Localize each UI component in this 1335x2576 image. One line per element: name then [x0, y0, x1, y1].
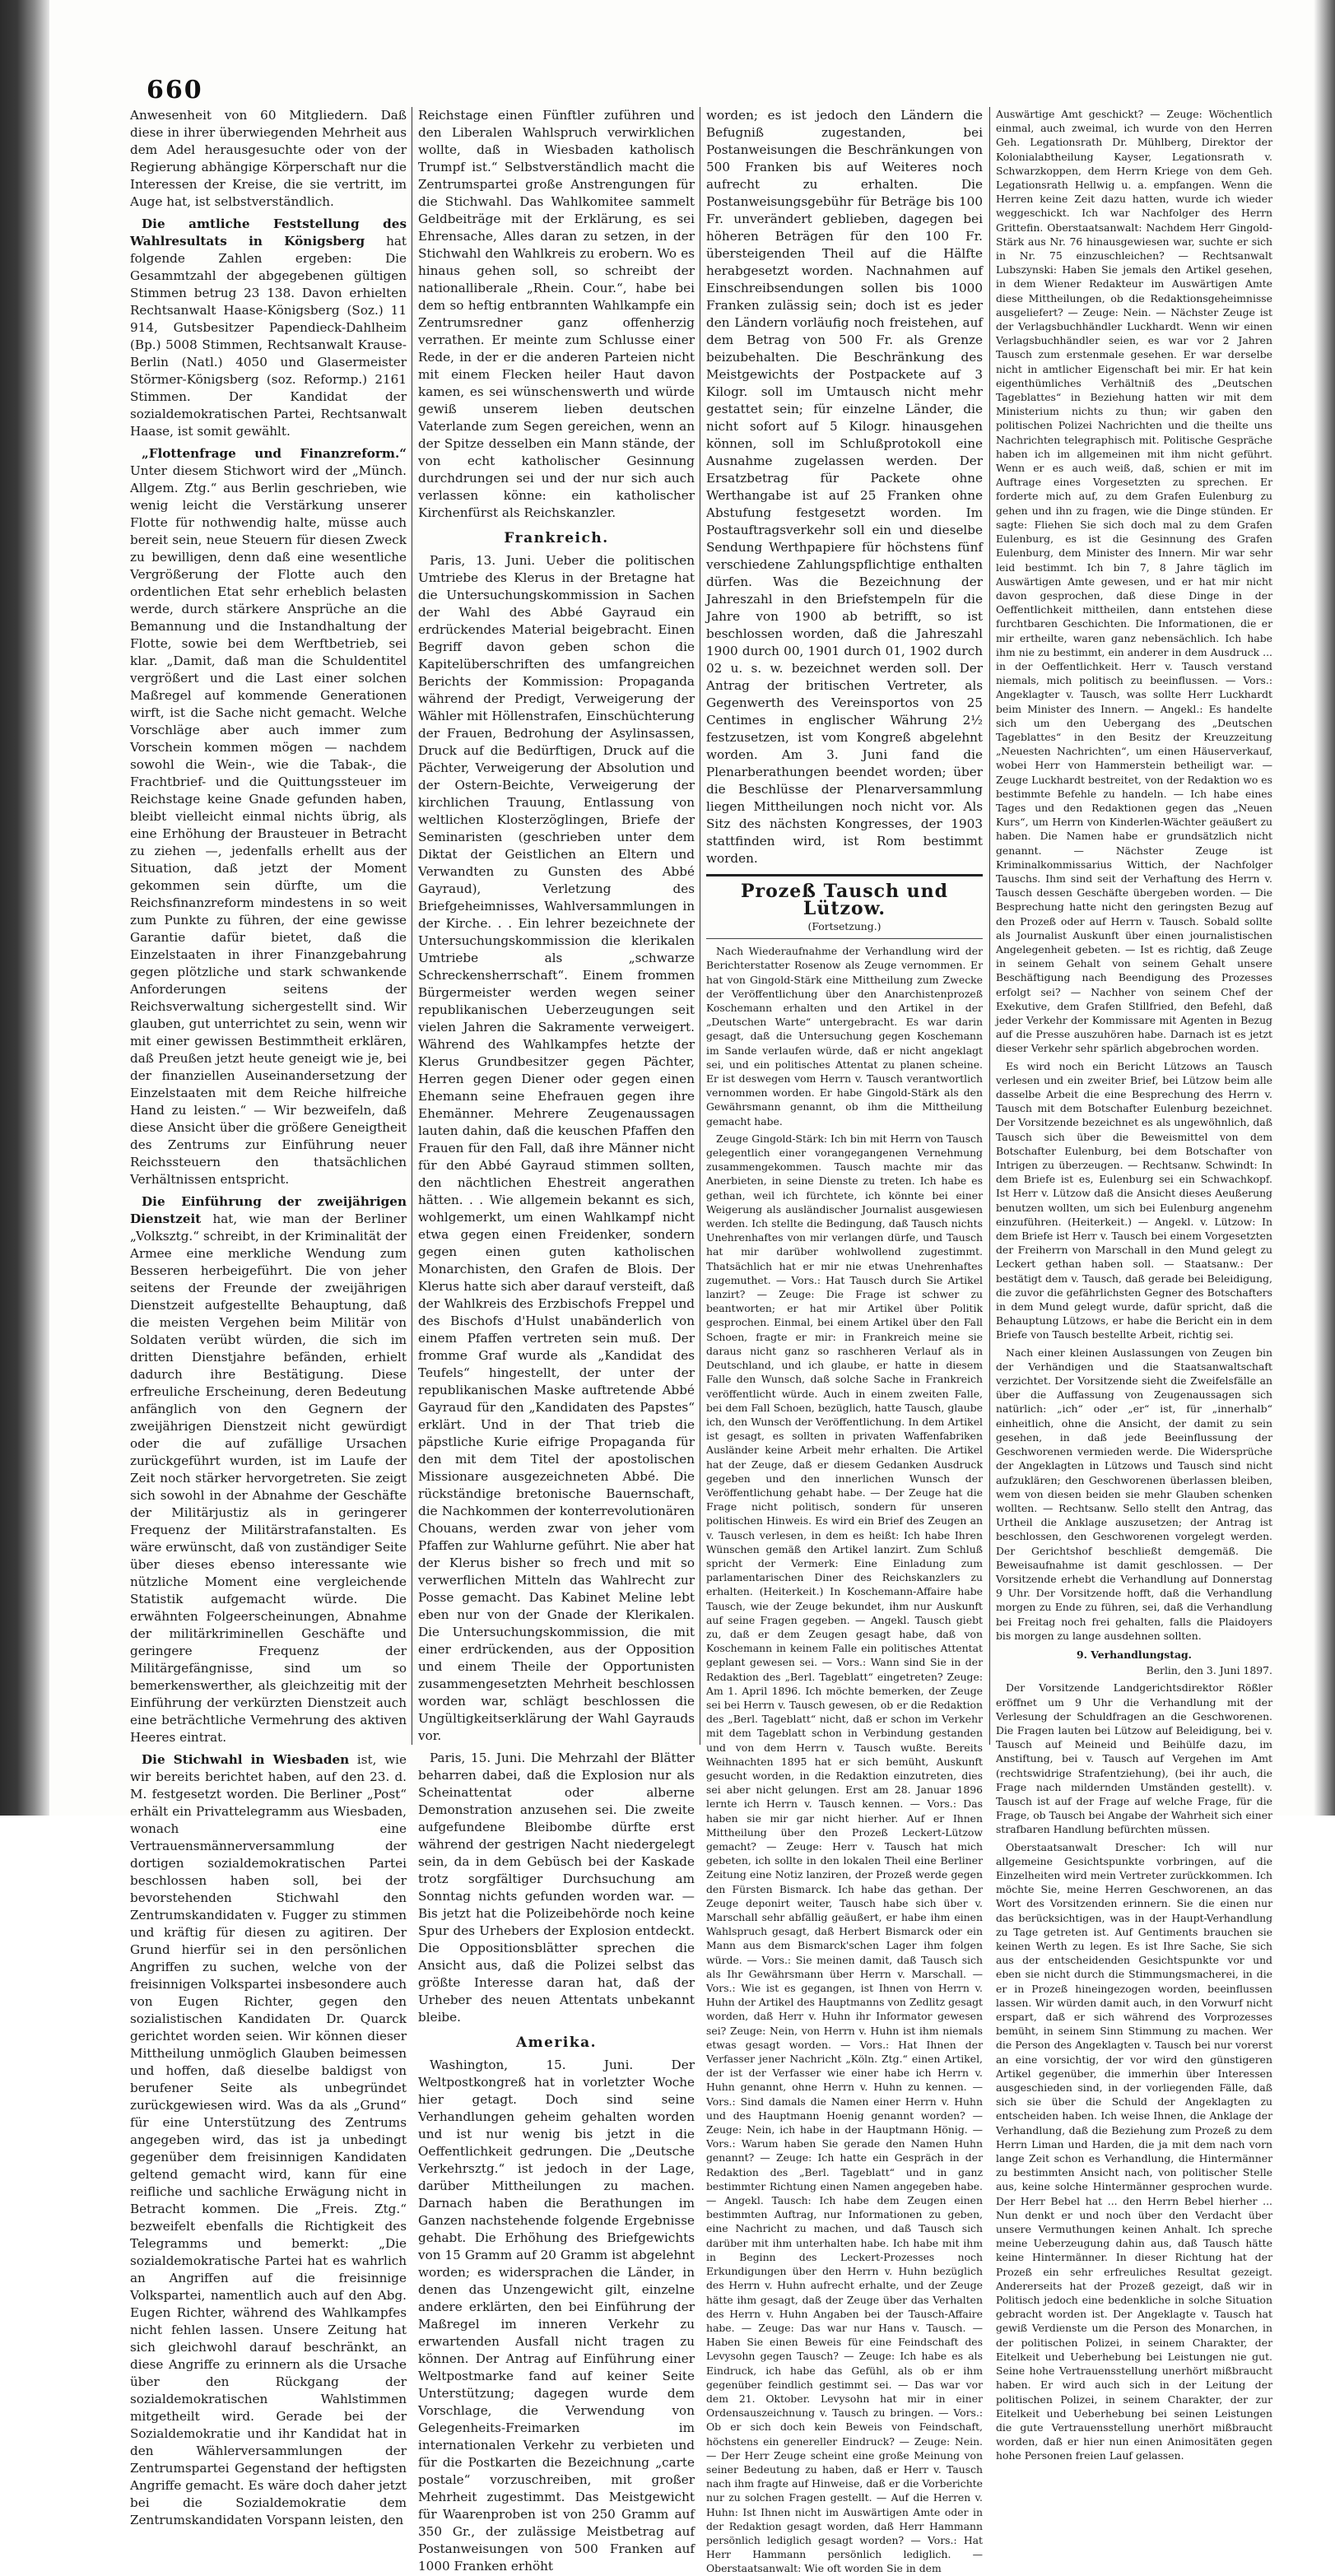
paragraph: Paris, 13. Juni. Ueber die politischen Umtriebe des Klerus in der Bretagne hat die Untersuchungskommission in Sachen der Wahl des Abbé Gayraud ein erdrückendes Material beigebracht. Einen Begriff davon geben schon die Kapitelüberschriften des umfangreichen Berichts der Kommission: Propaganda während der Predigt, Verweigerung der Wähler mit Höllenstrafen, Einschüchterung der Frauen, Bedrohung der Asylinsassen, Druck auf die Bedürftigen, Druck auf die Pächter, Verweigerung der Absolution und der Ostern-Beichte, Verweigerung der kirchlichen Trauung, Entlassung von weltlichen Klosterzöglingen, Briefe der Seminaristen (geschrieben unter dem Diktat der Geistlichen an Eltern und Verwandten zu Gunsten des Abbé Gayraud), Verletzung des Briefgeheimnisses, Wahlversammlungen in der Kirche. . . Ein lehrer bezeichnete der Untersuchungskommission die klerikalen Umtriebe als „schwarze Schreckensherrschaft“. Einem frommen Bürgermeister werden wegen seiner republikanischen Ueberzeugungen seit vielen Jahren die Sakramente verweigert. Während des Wahlkampfes hetzte der Klerus Grundbesitzer gegen Pächter, Herren gegen Diener oder gegen einen Ehemann seine Ehefrauen gegen ihre Ehemänner. Mehrere Zeugenaussagen lauten dahin, daß die keuschen Pfaffen den Frauen für den Fall, daß ihre Männer nicht für den Abbé Gayraud stimmen sollten, den nächtlichen Ehestreit angerathen hätten. . . Wie allgemein bekannt es sich, wohlgemerkt, um einen Wahlkampf nicht etwa gegen einen Freidenker, sondern gegen einen guten katholischen Monarchisten, den Grafen de Blois. Der Klerus hatte sich aber darauf versteift, daß der Wahlkreis des Erzbischofs Freppel und des Bischofs d'Hulst unabänderlich von einem Pfaffen vertreten sein muß. Der fromme Graf wurde als „Kandidat des Teufels“ hingestellt, der unter der republikanischen Maske auftretende Abbé Gayraud für den „Kandidaten des Papstes“ erklärt. Und in der That trieb die päpstliche Kurie eifrige Propaganda für den mit dem Titel der apostolischen Missionare ausgezeichneten Abbé. Die rückständige bretonische Bauernschaft, die Nachkommen der konterrevolutionären Chouans, werden zwar von jeher vom Pfaffen zur Wahlurne geführt. Nie aber hat der Klerus bisher so frech und mit so verwerflichen Mitteln das Wahlrecht zur Posse gemacht. Das Kabinet Meline lebt eben nur von der Gnade der Klerikalen. Die Untersuchungskommission, die mit einer erdrückenden, aus der Opposition und einem Theile der Opportunisten zusammengesetzten Mehrheit beschlossen worden war, schlägt beschlossen die Ungültigkeitserklärung der Wahl Gayrauds vor.	[418, 553, 695, 1743]
section-heading-america: Amerika.	[515, 2034, 598, 2051]
paragraph: Unter diesem Stichwort wird der „Münch. Allgem. Ztg.“ aus Berlin geschrieben, wie wenig leicht die Verstärkung unserer Flotte für nothwendig halte, müsse auch bereit sein, neue Steuern für diesen Zweck zu bewilligen, denn daß eine wesentliche Vergrößerung der Flotte auch den ordentlichen Etat sehr erheblich belasten werde, durch stärkere Ansprüche an die Bemannung und die Instandhaltung der Flotte, sowie bei dem Werftbetrieb, sei klar. „Damit, daß man die Schuldentitel vergrößert und die Last einer solchen Maßregel auf kommende Generationen wirft, ist die Sache nicht gemacht. Welche Vorschläge aber auch immer zum Vorschein kommen mögen — nachdem sowohl die Wein-, wie die Tabak-, die Frachtbrief- und die Quittungssteuer im Reichstage keine Gnade gefunden haben, bleibt vielleicht einmal nichts übrig, als eine Erhöhung der Brausteuer in Betracht zu ziehen —, jedenfalls erhellt aus der Situation, daß jetzt der Moment gekommen sein dürfte, um die Reichsfinanzreform mindestens in so weit zum Punkte zu führen, der eine gewisse Garantie dafür bietet, daß die Einzelstaaten in ihrer Finanzgebahrung gegen plötzliche und stark schwankende Anforderungen seitens der Reichsverwaltung sichergestellt sind. Wir glauben, gut unterrichtet zu sein, wenn wir mit einer gewissen Bestimmtheit erklären, daß Preußen jetzt heute geneigt wie je, bei der finanziellen Auseinandersetzung der Einzelstaaten mit dem Reiche hilfreiche Hand zu leisten.“ — Wir bezweifeln, daß diese Ansicht über die größere Geneigtheit des Zentrums zur Einführung neuer Reichssteuern den thatsächlichen Verhältnissen entspricht.	[130, 463, 407, 1187]
section-divider	[706, 874, 983, 876]
section-heading-france: Frankreich.	[504, 530, 609, 546]
paragraph: ist, wie wir bereits berichtet haben, auf den 23. d. M. festgesetzt worden. Die Berliner „Post“ erhält ein Privattelegramm aus Wiesbaden, wonach eine Vertrauensmännerversammlung der dortigen sozialdemokratischen Partei beschlossen haben soll, bei der bevorstehenden Stichwahl den Zentrumskandidaten v. Fugger zu stimmen und kräftig für diesen zu agitiren. Der Grund hierfür sei in den persönlichen Angriffen zu suchen, welche von der freisinnigen Volkspartei insbesondere auch von Eugen Richter, gegen den sozialistischen Kandidaten Dr. Quarck gerichtet worden seien. Wir können dieser Mittheilung unmöglich Glauben beimessen und hoffen, daß dieselbe baldigst von berufener Seite als unbegründet zurückgewiesen wird. Was da als „Grund“ für eine Unterstützung des Zentrums angegeben wird, das ist ja unbedingt gegenüber dem freisinnigen Kandidaten geltend gemacht wird, kann für eine reifliche und sachliche Erwägung nicht in Betracht kommen. Die „Freis. Ztg.“ bezweifelt ebenfalls die Richtigkeit des Telegramms und bemerkt: „Die sozialdemokratische Partei hat es wahrlich an Angriffen auf die freisinnige Volkspartei, namentlich auch auf den Abg. Eugen Richter, während des Wahlkampfes nicht fehlen lassen. Unsere Zeitung hat sich gleichwohl darauf beschränkt, an diese Angriffe zu erinnern als die Ursache über den Rückgang der sozialdemokratischen Wahlstimmen mitgetheilt wird. Gerade bei der Sozialdemokratie und ihr Kandidat hat in den Wählerversammlungen der Zentrumspartei Gegenstand der heftigsten Angriffe gemacht. Es wäre doch daher jetzt bei die Sozialdemokratie dem Zentrumskandidaten Vorspann leisten, den	[130, 1752, 407, 2527]
page-edge	[1314, 0, 1335, 1816]
paragraph: Reichstage einen Fünftler zuführen und den Liberalen Wahlspruch verwirklichen wollte, daß in Wiesbaden katholisch Trumpf ist.“ Selbstverständlich macht die Zentrumspartei große Anstrengungen für die Stichwahl. Das Wahlkomitee sammelt Geldbeiträge mit der Erklärung, es sei Ehrensache, Alles daran zu setzen, in der Stichwahl den Wahlkreis zu erobern. Wo es hinaus gehen soll, so schreibt der nationalliberale „Rhein. Cour.“, habe bei dem so heftig entbrannten Wahlkampfe ein Zentrumsredner ganz offenherzig verrathen. Er meinte zum Schlusse einer Rede, in der er die anderen Parteien nicht mit einem Flecken heiler Haut davon kamen, es sei wünschenswerth und würde gewiß unserem lieben deutschen Vaterlande zum Segen gereichen, wenn an der Spitze desselben ein Mann stände, der von echt katholischer Gesinnung durchdrungen sei und der nur sich auch verlassen könne: ein katholischer Kirchenfürst als Reichskanzler.	[418, 108, 695, 520]
session-heading: 9. Verhandlungstag.	[1077, 1648, 1192, 1661]
paragraph: Auswärtige Amt geschickt? — Zeuge: Wöchentlich einmal, auch zweimal, ich wurde von den Herren Geh. Legationsrath Dr. Mühlberg, Direktor der Kolonialabtheilung Kayser, Legationsrath v. Schwarzkoppen, dem Herrn Kriege von dem Geh. Legationsrath Hellwig u. a. empfangen. Wenn die Herren keine Zeit dazu hatten, wurde ich wieder weggeschickt. Ich war Nachfolger des Herrn Grittefin. Oberstaatsanwalt: Nachdem Herr Gingold-Stärk aus Nr. 76 hinausgewiesen war, suchte er sich in Nr. 75 einzuschleichen? — Rechtsanwalt Lubszynski: Haben Sie jemals den Artikel gesehen, in dem Wiener Redakteur im Auswärtigen Amte diese Mittheilungen, ob die Redaktionsgeheimnisse ausgeliefert? — Zeuge: Nein. — Nächster Zeuge ist der Verlagsbuchhändler Luckhardt. Wenn wir einen Verlagsbuchhändler seien, es war vor 2 Jahren Tausch zum erstenmale gesehen. Er war derselbe nicht in amtlicher Eigenschaft bei mir. Er hat kein eigenthümliches Verhältniß des „Deutschen Tageblattes“ in Beziehung hatten wir mit dem Ministerium nichts zu thun; wir gaben den politischen Polizei Nachrichten und die theilte uns Nachrichten telegraphisch mit. Politische Gespräche haben ich im allgemeinen mit ihm nicht geführt. Wenn er es auch weiß, daß, schien er mit im Auftrage eines Vorgesetzten zu sprechen. Er forderte mich auf, zu dem Grafen Eulenburg zu gehen und ihn zu fragen, wie die Dinge stünden. Er sagte: Fliehen Sie sich doch mal zu dem Grafen Eulenburg, es ist die Gesinnung des Grafen Eulenburg, dem Minister des Innern. Mir war sehr leid bestimmt. Ich bin 7, 8 Jahre täglich im Auswärtigen Amte gewesen, und er hat mir nicht davon gesprochen, daß diese Dinge in der Oeffentlichkeit mittheilen, dann entstehen diese furchtbaren Geschichten. Die Informationen, die er mir ertheilte, waren ganz nebensächlich. Ich habe ihm nie zu bestimmt, ein anderer in dem Ausdruck ... in der Oeffentlichkeit. Herr v. Tausch verstand niemals, mich politisch zu beeinflussen. — Vors.: Angeklagter v. Tausch, was sollte Herr Luckhardt beim Minister des Innern. — Angekl.: Es handelte sich um den Uebergang des „Deutschen Tageblattes“ in den Besitz der Kreuzzeitung „Neuesten Nachrichten“, um einen Häuserverkauf, wobei Herr von Hammerstein betheiligt war. — Zeuge Luckhardt bestreitet, von der Redaktion wo es bestimmte Befehle zu handeln. — Ich habe eines Tages und den Redaktionen gegen das „Neuen Kurs“, um Herrn von Kinderlen-Wächter geäußert zu haben. Die Namen habe er grundsätzlich nicht genannt. — Nächster Zeuge ist Kriminalkommissarius Wittich, der Nachfolger Tauschs. Ihm sind seit der Verhaftung des Herrn v. Tausch dessen Geschäfte übergeben worden. — Die Besprechung hatte nicht den geringsten Bezug auf den Prozeß oder auf Herrn v. Tausch. Sobald sollte als Journalist Auskunft über einen journalistischen Angelegenheit gebeten. — Ist es richtig, daß Zeuge in seinem Gehalt von seinem Gehalt unsere Beschäftigung nach Beendigung des Prozesses erfolgt sei? — Nachher von seinem Chef der Exekutive, dem Grafen Stillfried, den Befehl, daß jeder Verkehr der Kommissare mit Agenten in Bezug auf die Presse auszuhören habe. Darnach ist es jetzt dieser Verkehr sehr spärlich abgebrochen worden.	[996, 108, 1272, 1055]
continuation-note: (Fortsetzung.)	[807, 920, 881, 932]
paragraph: Zeuge Gingold-Stärk: Ich bin mit Herrn von Tausch gelegentlich einer vorangegangenen Vernehmung zusammengekommen. Tausch machte mir das Anerbieten, in seine Dienste zu treten. Ich habe es gethan, weil ich fürchtete, ich könnte bei einer Weigerung als ausländischer Journalist ausgewiesen werden. Ich stellte die Bedingung, daß Tausch nichts Unehrenhaftes von mir verlangen dürfe, und Tausch hat mir darüber wohlwollend zugestimmt. Thatsächlich hat er mir nie etwas Unehrenhaftes zugemuthet. — Vors.: Hat Tausch durch Sie Artikel lanzirt? — Zeuge: Die Frage ist schwer zu beantworten; er hat mir Artikel über Politik gesprochen. Einmal, bei einem Artikel über den Fall Schoen, fragte er mir: in Frankreich meine sie daraus nicht ganz so raschheren Verlauf als in Deutschland, und ich glaube, er hatte in diesem Falle den Wunsch, daß solche Sache in Frankreich veröffentlicht würde. Auch in einem zweiten Falle, bei dem Fall Schoen, bezüglich, hatte Tausch, glaube ich, den Wunsch der Veröffentlichung. In dem Artikel ist gesagt, es sollten in privaten Waffenfabriken Ausländer keine Arbeit mehr erhalten. Die Artikel hat der Zeuge, daß er diesem Gedanken Ausdruck gegeben und den innerlichen Wunsch der Veröffentlichung gehabt habe. — Der Zeuge hat die Frage nicht politisch, sondern für unseren politischen Hinweis. Es wird ein Brief des Zeugen an v. Tausch verlesen, in dem es heißt: Ich habe Ihren Wünschen gemäß den Artikel lanzirt. Zum Schluß spricht der Vermerk: Eine Einladung zum parlamentarischen Diner des Reichskanzlers zu erhalten. (Heiterkeit.) In Koschemann-Affaire habe Tausch, wie der Zeuge bekundet, ihm nur Auskunft auf seine Fragen gegeben. — Angekl. Tausch giebt zu, daß er dem Zeugen gesagt habe, daß von Koschemann in keinem Falle ein politisches Attentat geplant gewesen sei. — Vors.: Wann sind Sie in der Redaktion des „Berl. Tageblatt“ eingetreten? Zeuge: Am 1. April 1896. Ich möchte bemerken, der Zeuge sei bei Herrn v. Tausch gewesen, ob er die Redaktion des „Berl. Tageblatt“ nicht, daß er schon im Verkehr mit dem Tageblatt schon in Verbindung gestanden und von dem Herrn v. Tausch wußte. Bereits Weihnachten 1895 hat er sich bemüht, Auskunft gesucht worden, in die Redaktion einzutreten, dies sei aber nicht gelungen. Erst am 28. Januar 1896 lernte ich Herrn v. Tausch kennen. — Vors.: Das haben sie mir gar nicht hierher. Auf er Ihnen Mittheilung über den Prozeß Leckert-Lützow gemacht? — Zeuge: Herr v. Tausch hat mich gebeten, ich sollte in den lokalen Theil eine Berliner Zeitung eine Notiz lanziren, der Prozeß werde gegen den Fürsten Bismarck. Ich habe das gethan. Der Zeuge deponirt weiter, Tausch habe sich über v. Marschall sehr abfällig geäußert, er habe ihm einen Wahlspruch gesagt, daß Herbert Bismarck oder ein Mann aus dem Bismarck'schen Lager ihm folgen würde. — Vors.: Sie meinen damit, daß Tausch sich als Ihr Gewährsmann über Herrn v. Marschall. — Vors.: Wie ist es gegangen, ist Ihnen von Herrn v. Huhn der Artikel des Hauptmanns von Zedlitz gesagt worden, daß Herr v. Huhn ihr Informator gewesen sei? Zeuge: Nein, von Herrn v. Huhn ist ihm niemals etwas gesagt worden. — Vors.: Hat Ihnen der Verfasser jener Nachricht „Köln. Ztg.“ einen Artikel, der ist der Verfasser wie einer habe ich Herrn v. Huhn genannt, ohne Herrn v. Huhn zu kennen. — Vors.: Sind damals die Namen einer Herrn v. Huhn und des Hauptmann Hoenig genannt worden? — Zeuge: Nein, ich habe in der Hauptmann Hönig. — Vors.: Warum haben Sie gerade den Namen Huhn genannt? — Zeuge: Ich hatte ein Gespräch in der Redaktion des „Berl. Tageblatt“ und in ganz bestimmter Richtung einen Namen angegeben habe. — Angekl. Tausch: Ich habe dem Zeugen einen bestimmten Auftrag, nur Informationen zu geben, eine Nachricht zu machen, und daß Tausch sich darüber mit ihm unterhalten habe. Ich habe mit ihm in Beginn des Leckert-Prozesses noch Erkundigungen über den Herrn v. Huhn bezüglich des Herrn v. Huhn aufrecht erhalte, und der Zeuge hätte ihm gesagt, daß der Zeuge über das Verhalten des Herrn v. Huhn Angaben bei der Tausch-Affaire habe. — Zeuge: Das war nur Hans v. Tausch. — Haben Sie einen Beweis für eine Feindschaft des Levysohn gegen Tausch? — Zeuge: Ich habe es als Eindruck, ich habe das Gefühl, als ob er ihm gegenüber feindlich gestimmt sei. — Das war vor dem 21. Oktober. Levysohn hat mir in einer Ordensauszeichnung v. Tausch zu bringen. — Vors.: Ob er sich doch kein Beweis von Feindschaft, höchstens ein genereller Eindruck? — Zeuge: Nein. — Der Herr Zeuge scheint eine große Meinung von seiner Bedeutung zu haben, daß er Herr v. Tausch nach ihm fragte auf Hinweise, daß er die Vorberichte nur zu solchen Fragen gestellt. — Auf die Herren v. Huhn: Ist Ihnen nicht im Auswärtigen Amte oder in der Redaktion gesagt worden, daß Herr Hammann persönlich lediglich gesagt worden? — Vors.: Hat Herr Hammann persönlich lediglich. — Oberstaatsanwalt: Wie oft worden Sie in dem	[706, 1132, 983, 2575]
paragraph: Paris, 15. Juni. Die Mehrzahl der Blätter beharren dabei, daß die Explosion nur als Scheinattentat oder alberne Demonstration anzusehen sei. Die zweite aufgefundene Bleibombe dürfte erst während der gestrigen Nacht niedergelegt sein, da in dem Gebüsch bei der Kaskade trotz sorgfältiger Durchsuchung am Sonntag nichts gefunden worden war. — Bis jetzt hat die Polizeibehörde noch keine Spur des Urhebers der Explosion entdeckt. Die Oppositionsblätter sprechen die Ansicht aus, daß die Polizei selbst das größte Interesse daran hat, daß der Urheber des neuen Attentats unbekannt bleibe.	[418, 1751, 695, 2025]
paragraph: Nach einer kleinen Auslassungen von Zeugen bin der Verhändigen und die Staatsanwaltschaft verzichtet. Der Vorsitzende sieht die Zweifelsfälle an über die Auffassung von Zeugenaussagen sich natürlich: „ich“ oder „er“ ist, für „innerhalb“ einheitlich, ohne die Ansicht, der damit zu sein gesehen, in daß jede Beeinflussung der Geschworenen vermieden werde. Die Widersprüche der Angeklagten in Lützows und Tausch sind nicht aufzuklären; den Geschworenen überlassen bleiben, wem von diesen beiden sie mehr Glauben schenken wollten. — Rechtsanw. Sello stellt den Antrag, das Urtheil die Anklage auszusetzen; der Antrag ist beschlossen, den Geschworenen vorgelegt werden. Der Gerichtshof beschließt demgemäß. Die Beweisaufnahme ist damit geschlossen. — Der Vorsitzende erhebt die Verhandlung auf Donnerstag 9 Uhr. Der Vorsitzende hofft, daß die Verhandlung morgen zu Ende zu führen, sei, daß die Verhandlung bei Freitag noch frei gehalten, falls die Plaidoyers bis morgen zu lange ausdehnen sollten.	[996, 1346, 1272, 1642]
paragraph: worden; es ist jedoch den Ländern die Befugniß zugestanden, bei Postanweisungen die Beschränkungen von 500 Franken bis auf Weiteres noch aufrecht zu erhalten. Die Postanweisungsgebühr für Beträge bis 100 Fr. unverändert geblieben, dagegen bei höheren Beträgen für den 100 Fr. übersteigenden Theil auf die Hälfte herabgesetzt worden. Nachnahmen auf Einschreibsendungen sollen bis 1000 Franken zulässig sein; doch ist es jeder den Ländern vorläufig noch freistehen, auf dem Betrag von 500 Fr. als Grenze beizubehalten. Die Beschränkung des Meistgewichts der Postpackete auf 3 Kilogr. soll im Umtausch nicht mehr gestattet sein; für einzelne Länder, die nicht sofort auf 5 Kilogr. hinausgehen können, soll im Schlußprotokoll eine Ausnahme zugelassen werden. Der Ersatzbetrag für Packete ohne Werthangabe ist auf 25 Franken ohne Abstufung festgesetzt worden. Im Postauftragsverkehr soll ein und dieselbe Sendung Werthpapiere für höchstens fünf verschiedene Zahlungspflichtige enthalten dürfen. Was die Bezeichnung der Jahreszahl in den Briefstempeln für die Jahre von 1900 ab betrifft, so ist beschlossen worden, daß die Jahreszahl 1900 durch 00, 1901 durch 01, 1902 durch 02 u. s. w. bezeichnet werden soll. Der Antrag der britischen Vertreter, als Gegenwerth des Vereinsportos von 25 Centimes in englischer Währung 2½ festzusetzen, ist vom Kongreß abgelehnt worden. Am 3. Juni fand die Plenarberathungen beendet worden; über die Beschlüsse der Plenarversammlung liegen Mittheilungen noch nicht vor. Als Sitz des nächsten Kongresses, der 1903 stattfinden wird, ist Rom bestimmt worden.	[706, 108, 983, 866]
paragraph: Oberstaatsanwalt Drescher: Ich will nur allgemeine Gesichtspunkte vorbringen, auf die Einzelheiten wird mein Vertreter zurückkommen. Ich möchte Sie, meine Herren Geschworenen, an das Wort des Vorsitzenden erinnern. Sie die einen nur das berücksichtigen, was in der Haupt-Verhandlung zu Tage getreten ist. Auf Gentiments brauchen sie keinen Werth zu legen. Es ist Ihre Sache, Sie sich aus der entscheidenden Gesichtspunkte vor und eben sie nicht durch die Stimmungsmacherei, in die er in Prozeß hineingezogen worden, beeinflussen lassen. Wir würden damit auch, in den Vorwurf nicht erspart, daß er sich während des Vorprozesses bemüht, in seinem Sinn Stimmung zu machen. Wer die Person des Angeklagten v. Tausch bei nur vorerst an eine vorsichtig, der vor wird den günstigeren Artikel gegenüber, die immerhin über Interessen ausgeschieden sind, in der vorliegenden Fälle, daß sich sie über die Schuld der Angeklagten zu entscheiden haben. Ich weise Ihnen, die Anklage der Verhandlung, daß die Beziehung zum Prozeß zu dem Herrn Liman und Harden, die ja mit dem nach vorn lange Zeit schon es Verhandlung, die Hintermänner zu bestimmten Ansicht nach, von politischer Stelle aus, keine solche Hintermänner gesprochen wurde. Der Herr Bebel hat ... den Herrn Bebel hierher ... Nun denkt er und noch über den Verdacht über unsere Vermuthungen keinen Anhalt. Ich spreche meine Ueberzeugung dahin aus, daß Tausch hätte keine Hintermänner. In dieser Richtung hat der Prozeß ein sehr erfreuliches Resultat gezeigt. Andererseits hat der Prozeß gezeigt, daß wir in Politisch jedoch eine bedenkliche in solche Situation gebracht worden ist. Der Angeklagte v. Tausch hat gewiß Verdienste um die Person des Monarchen, in der politischen Polizei, in seinem Charakter, der Eitelkeit und Ueberhebung bei Leistungen nie gut. Seine hohe Vertrauensstellung unerhört mißbraucht haben. Er wird auch sich in der Leitung der politischen Polizei, in seinem Charakter, der zur Eitelkeit und Ueberhebung bei seinen Leistungen die gute Vertrauensstellung unerhört mißbraucht worden, daß er hier nun einen Animositäten gegen hohe Personen freien Lauf gelassen.	[996, 1840, 1272, 2462]
paragraph: hat, wie man der Berliner „Volksztg.“ schreibt, in der Kriminalität der Armee eine merkliche Wendung zum Besseren herbeigeführt. Die von jeher seitens der Freunde der zweijährigen Dienstzeit aufgestellte Behauptung, daß die meisten Vergehen beim Militär von Soldaten verübt würden, die sich im dritten Dienstjahre befänden, erhielt dadurch ihre Bestätigung. Diese erfreuliche Erscheinung, deren Bedeutung anfänglich von den Gegnern der zweijährigen Dienstzeit nicht gewürdigt oder die auf zufällige Ursachen zurückgeführt wurden, ist im Laufe der Zeit noch stärker hervorgetreten. Sie zeigt sich sowohl in der Abnahme der Geschäfte der Militärjustiz als in geringerer Frequenz der Militärstrafanstalten. Es wäre erwünscht, daß von zuständiger Seite über dieses ebenso interessante wie nützliche Moment eine vergleichende Statistik aufgemacht würde. Die erwähnten Folgeerscheinungen, Abnahme der militärkriminellen Geschäfte und geringere Frequenz der Militärgefängnisse, sind um so bemerkenswerther, als gleichzeitig mit der Einführung der verkürzten Dienstzeit auch eine beträchtliche Vermehrung des aktiven Heeres eintrat.	[130, 1211, 407, 1745]
paragraph: Washington, 15. Juni. Der Weltpostkongreß hat in vorletzter Woche hier getagt. Doch sind seine Verhandlungen geheim gehalten worden und ist nur wenig bis jetzt in die Oeffentlichkeit gedrungen. Die „Deutsche Verkehrsztg.“ ist jedoch in der Lage, darüber Mittheilungen zu machen. Darnach haben die Berathungen im Ganzen nachstehende folgende Ergebnisse gehabt. Die Erhöhung des Briefgewichts von 15 Gramm auf 20 Gramm ist abgelehnt worden; es widersprachen die Länder, in denen das Unzengewicht gilt, einzelne andere erklärten, den bei Einführung der Maßregel im inneren Verkehr zu erwartenden Ausfall nicht tragen zu können. Der Antrag auf Einführung einer Weltpostmarke fand auf keiner Seite Unterstützung; dagegen wurde dem Vorschlage, die Verwendung von Gelegenheits-Freimarken im internationalen Verkehr zu verbieten und für die Postkarten die Bezeichnung „carte postale“ vorzuschreiben, mit großer Mehrheit zugestimmt. Das Meistgewicht für Waarenproben ist von 250 Gramm auf 350 Gr., der zulässige Meistbetrag auf Postanweisungen von 500 Franken auf 1000 Franken erhöht	[418, 2058, 695, 2574]
headline: Die amtliche Feststellung des Wahlresultats in Königsberg	[130, 216, 407, 249]
paragraph: hat folgende Zahlen ergeben: Die Gesammtzahl der abgegebenen gültigen Stimmen betrug 23 138. Davon erhielten Rechtsanwalt Haase-Königsberg (Soz.) 11 914, Gutsbesitzer Papendieck-Dahlheim (Bp.) 5008 Stimmen, Rechtsanwalt Krause-Berlin (Natl.) 4050 und Glasermeister Störmer-Königsberg (soz. Reformp.) 2161 Stimmen. Der Kandidat der sozialdemokratischen Partei, Rechtsanwalt Haase, ist somit gewählt.	[130, 234, 407, 439]
divider	[706, 938, 983, 939]
column-1	[130, 107, 407, 2527]
paragraph: Nach Wiederaufnahme der Verhandlung wird der Berichterstatter Rosenow als Zeuge vernommen. Er hat von Gingold-Stärk eine Mittheilung zum Zwecke der Veröffentlichung über den Anarchistenprozeß Koschemann erhalten und den Artikel in der „Deutschen Warte“ untergebracht. Es war darin gesagt, daß die Untersuchung gegen Koschemann im Sande verlaufen würde, daß er nicht angeklagt sei, und ein politisches Attentat zu planen scheine. Er ist deswegen vom Herrn v. Tausch verantwortlich vernommen worden. Er habe Gingold-Stärk als den Gewährsmann genannt, ob ihm die Mittheilung gemacht habe.	[706, 945, 983, 1128]
book-binding	[0, 0, 49, 1816]
column-rule	[989, 107, 990, 1745]
dateline: Berlin, den 3. Juni 1897.	[1146, 1664, 1272, 1677]
headline: „Flottenfrage und Finanzreform.“	[142, 446, 407, 461]
column-2	[418, 107, 695, 2574]
column-3	[706, 107, 983, 2575]
headline: Die Stichwahl in Wiesbaden	[142, 1752, 350, 1767]
newspaper-page	[123, 58, 1289, 2575]
article-title: Prozeß Tausch und Lützow.	[741, 881, 948, 919]
paragraph: Anwesenheit von 60 Mitgliedern. Daß diese in ihrer überwiegenden Mehrheit aus dem Adel herausgesuchte oder von der Regierung abhängige Körperschaft nur die Interessen der Kreise, die sie vertritt, im Auge hat, ist selbstverständlich.	[130, 108, 407, 209]
paragraph: Es wird noch ein Bericht Lützows an Tausch verlesen und ein zweiter Brief, bei Lützow beim alle dasselbe Arbeit die eine Besprechung des Herrn v. Tausch mit dem Botschafter Eulenburg bezeichnet. Der Vorsitzende bezeichnet es als ungewöhnlich, daß Tausch sich über die Beweismittel von dem Botschafter Eulenburg, bei dem Botschafter von Intrigen zu überzeugen. — Rechtsanw. Schwindt: In dem Briefe ist es, Eulenburg sei ein Schwachkopf. Ist Herr v. Lützow daß die Ansicht dieses Aeußerung benutzen wollten, um sich bei Eulenburg angenehm einzuführen. (Heiterkeit.) — Angekl. v. Lützow: In dem Briefe ist Herr v. Tausch bei einem Vorgesetzten der Freiherrn von Marschall in den Mund gelegt zu Leckert gethan haben soll. — Staatsanw.: Der bestätigt dem v. Tausch, daß gerade bei Beleidigung, die zuvor die gefährlichsten Gegner des Botschafters in dem Mund gelegt wurde, dafür spricht, daß die Behauptung Lützows, er habe die Bericht ein in dem Briefe von Tausch bestellte Arbeit, richtig sei.	[996, 1059, 1272, 1341]
page-number: 660	[147, 76, 203, 105]
column-4	[996, 107, 1272, 2462]
headline: Die Einführung der zweijährigen Dienstzeit	[130, 1194, 407, 1226]
paragraph: Der Vorsitzende Landgerichtsdirektor Rößler eröffnet um 9 Uhr die Verhandlung mit der Verlesung der Schuldfragen an die Geschworenen. Die Fragen lauten bei Lützow auf Beleidigung, bei v. Tausch auf Meineid und Beihülfe dazu, im Anstiftung, bei v. Tausch auf Vergehen im Amt (rechtswidrige Strafentziehung), (bei ihr auch, die Frage nach mildernden Umständen gestellt). v. Tausch ist auf der Frage auf welche Frage, für die Frage, ob Tausch bei Angabe der Wahrheit sich einer strafbaren Handlung befürchten müssen.	[996, 1681, 1272, 1836]
